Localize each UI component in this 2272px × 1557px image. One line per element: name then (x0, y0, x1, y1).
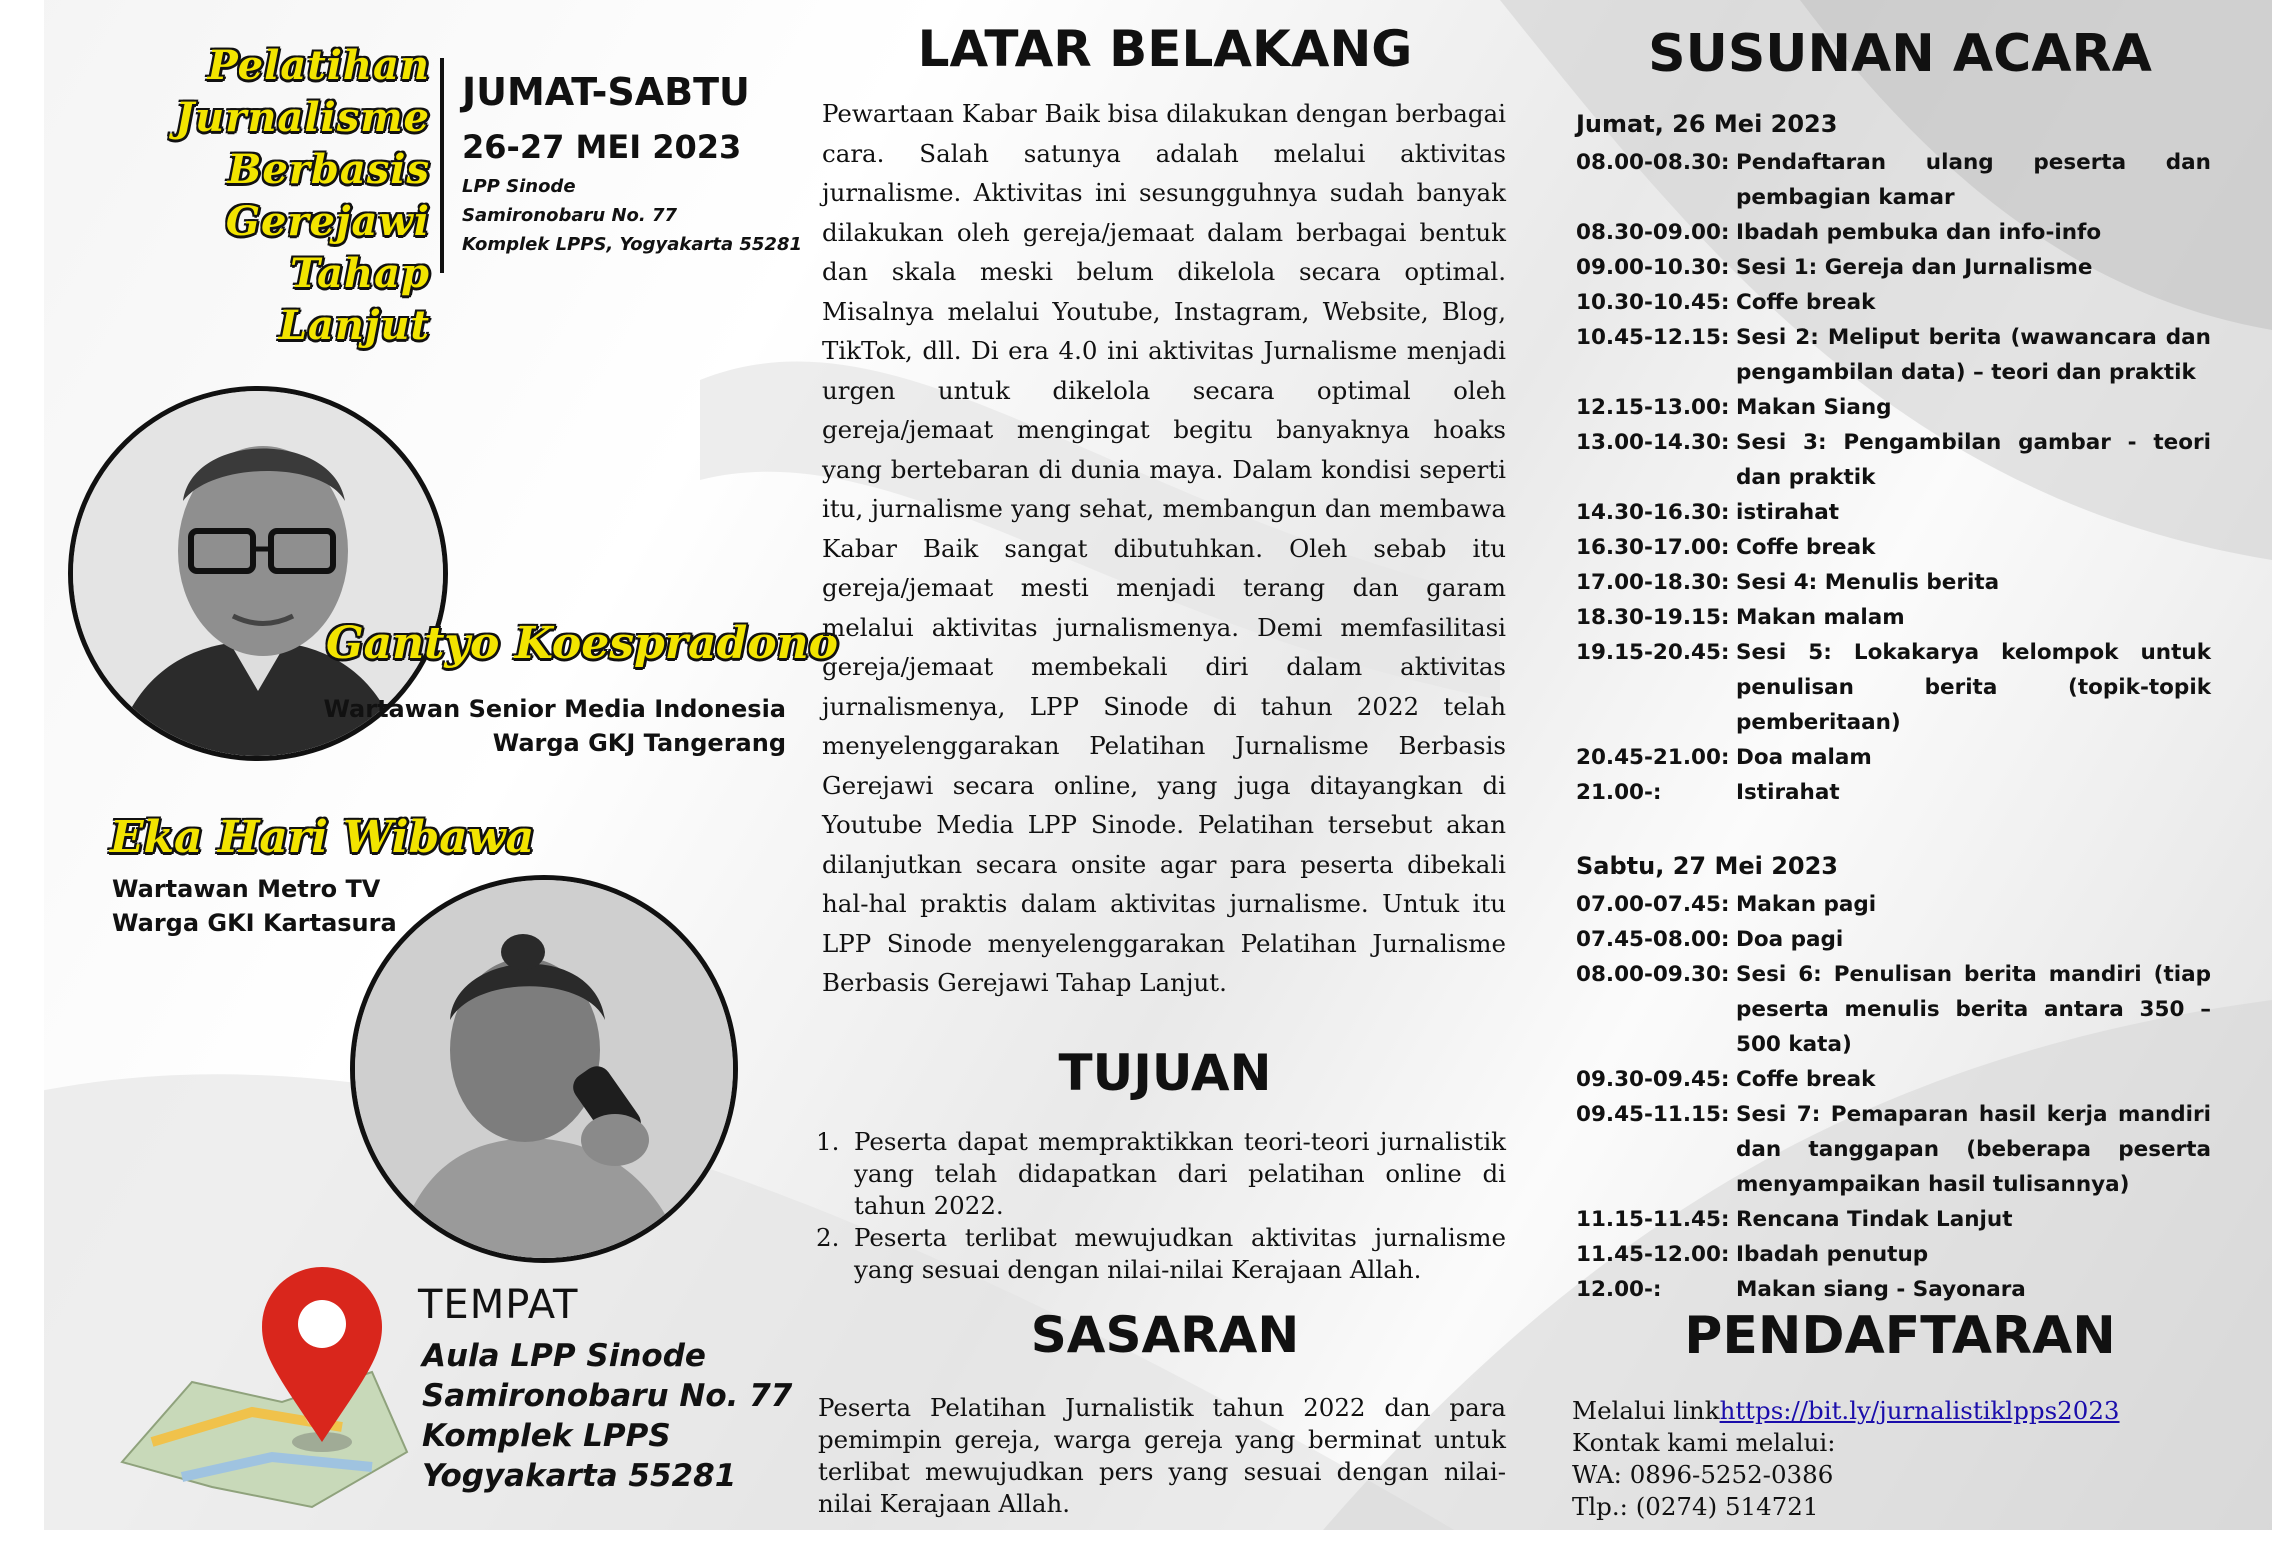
schedule-desc: Istirahat (1736, 780, 1840, 805)
speaker-role-line: Warga GKJ Tangerang (492, 729, 786, 757)
venue-address-line: Aula LPP Sinode (422, 1338, 706, 1374)
table-row (1576, 530, 2211, 565)
schedule-desc: Rencana Tindak Lanjut (1736, 1207, 2013, 1232)
schedule-desc: Coffe break (1736, 535, 1876, 560)
venue-address-line: Yogyakarta 55281 (422, 1458, 737, 1494)
schedule-time: 08.30-09.00: (1576, 220, 1730, 245)
table-row (1576, 600, 2211, 635)
schedule-desc: Makan siang - Sayonara (1736, 1277, 2026, 1302)
event-title-line: Berbasis Gerejawi (225, 146, 430, 245)
schedule-time: 08.00-09.30: (1576, 962, 1730, 987)
list-item (816, 1222, 1506, 1286)
speaker-role-line: Warga GKI Kartasura (112, 909, 397, 937)
contact-phone: Tlp.: (0274) 514721 (1572, 1492, 1819, 1521)
schedule-time: 09.45-11.15: (1576, 1102, 1730, 1127)
schedule-time: 16.30-17.00: (1576, 535, 1730, 560)
table-row (1576, 922, 2211, 957)
table-row (1576, 1097, 2211, 1202)
event-address-line: Samironobaru No. 77 (462, 205, 678, 226)
schedule-desc: istirahat (1736, 500, 1840, 525)
event-address-line: LPP Sinode (462, 176, 576, 197)
goal-number: 1. (816, 1127, 840, 1156)
registration-info (1572, 1395, 2120, 1523)
schedule-day-1-label: Jumat, 26 Mei 2023 (1576, 110, 1838, 138)
schedule-desc: Sesi 2: Meliput berita (wawancara dan pengambilan data) – teori dan praktik (1736, 325, 2211, 385)
registration-link-prefix: Melalui link (1572, 1396, 1720, 1425)
target-text: Peserta Pelatihan Jurnalistik tahun 2022 dan para pemimpin gereja, warga gereja yang berminat untuk terlibat mewujudkan pers yang sesuai dengan nilai-nilai Kerajaan Allah. (818, 1393, 1506, 1518)
table-row (1576, 390, 2211, 425)
speaker-photo-2 (350, 875, 738, 1263)
schedule-day-2 (1576, 887, 2211, 1307)
schedule-time: 08.00-08.30: (1576, 150, 1730, 175)
event-title-line: Tahap Lanjut (278, 250, 430, 349)
table-row (1576, 957, 2211, 1062)
map-pin-icon (112, 1262, 412, 1512)
event-date-range: 26-27 MEI 2023 (462, 128, 742, 166)
schedule-desc: Sesi 3: Pengambilan gambar - teori dan praktik (1736, 430, 2211, 490)
schedule-day-2-label: Sabtu, 27 Mei 2023 (1576, 852, 1838, 880)
table-row (1576, 775, 2211, 810)
schedule-time: 09.00-10.30: (1576, 255, 1730, 280)
venue-address-line: Samironobaru No. 77 (422, 1378, 793, 1414)
table-row (1576, 425, 2211, 495)
schedule-desc: Makan pagi (1736, 892, 1877, 917)
speaker-role-1 (0, 692, 786, 760)
table-row (1576, 495, 2211, 530)
schedule-time: 19.15-20.45: (1576, 640, 1730, 665)
schedule-time: 10.45-12.15: (1576, 325, 1730, 350)
table-row (1576, 250, 2211, 285)
schedule-desc: Doa pagi (1736, 927, 1844, 952)
schedule-time: 11.15-11.45: (1576, 1207, 1730, 1232)
goal-number: 2. (816, 1223, 840, 1252)
table-row (1576, 1237, 2211, 1272)
speaker-name-2: Eka Hari Wibawa (110, 812, 535, 863)
registration-link[interactable]: https://bit.ly/jurnalistiklpps2023 (1719, 1396, 2120, 1425)
table-row (1576, 565, 2211, 600)
table-row (1576, 145, 2211, 215)
speaker-role-2 (112, 872, 397, 940)
schedule-desc: Ibadah pembuka dan info-info (1736, 220, 2102, 245)
schedule-time: 07.45-08.00: (1576, 927, 1730, 952)
schedule-desc: Ibadah penutup (1736, 1242, 1929, 1267)
event-address (462, 172, 802, 259)
schedule-desc: Makan Siang (1736, 395, 1892, 420)
event-title-line: Pelatihan (207, 42, 430, 89)
schedule-time: 14.30-16.30: (1576, 500, 1730, 525)
table-row (1576, 887, 2211, 922)
table-row (1576, 635, 2211, 740)
table-row (1576, 320, 2211, 390)
goals-heading: TUJUAN (1058, 1044, 1272, 1102)
schedule-heading: SUSUNAN ACARA (1648, 24, 2152, 84)
schedule-desc: Sesi 4: Menulis berita (1736, 570, 2000, 595)
contact-label: Kontak kami melalui: (1572, 1428, 1836, 1457)
schedule-desc: Makan malam (1736, 605, 1905, 630)
speaker-portrait-2 (355, 880, 733, 1258)
goals-list (816, 1126, 1506, 1286)
schedule-time: 13.00-14.30: (1576, 430, 1730, 455)
schedule-time: 12.15-13.00: (1576, 395, 1730, 420)
schedule-desc: Sesi 7: Pemaparan hasil kerja mandiri dan tanggapan (beberapa peserta menyampaikan hasil tulisannya) (1736, 1102, 2211, 1197)
contact-wa: WA: 0896-5252-0386 (1572, 1460, 1834, 1489)
schedule-desc: Pendaftaran ulang peserta dan pembagian kamar (1736, 150, 2211, 210)
speaker-role-line: Wartawan Senior Media Indonesia (323, 695, 786, 723)
table-row (1576, 1272, 2211, 1307)
schedule-time: 12.00-: (1576, 1277, 1662, 1302)
event-title-line: Jurnalisme (175, 94, 430, 141)
list-item (816, 1126, 1506, 1222)
schedule-desc: Doa malam (1736, 745, 1872, 770)
table-row (1576, 740, 2211, 775)
event-address-line: Komplek LPPS, Yogyakarta 55281 (462, 234, 802, 255)
venue-address-line: Komplek LPPS (422, 1418, 671, 1454)
table-row (1576, 215, 2211, 250)
schedule-desc: Sesi 5: Lokakarya kelompok untuk penulisan berita (topik-topik pemberitaan) (1736, 640, 2211, 735)
schedule-desc: Sesi 1: Gereja dan Jurnalisme (1736, 255, 2093, 280)
schedule-day-1 (1576, 145, 2211, 810)
schedule-time: 17.00-18.30: (1576, 570, 1730, 595)
table-row (1576, 1062, 2211, 1097)
venue-title: TEMPAT (418, 1282, 579, 1328)
speaker-name-1: Gantyo Koespradono (326, 618, 838, 669)
speaker-role-line: Wartawan Metro TV (112, 875, 381, 903)
table-row (1576, 1202, 2211, 1237)
registration-heading: PENDAFTARAN (1684, 1306, 2116, 1366)
schedule-time: 20.45-21.00: (1576, 745, 1730, 770)
schedule-desc: Coffe break (1736, 290, 1876, 315)
schedule-time: 11.45-12.00: (1576, 1242, 1730, 1267)
target-heading: SASARAN (1030, 1306, 1300, 1364)
schedule-time: 18.30-19.15: (1576, 605, 1730, 630)
schedule-time: 10.30-10.45: (1576, 290, 1730, 315)
schedule-time: 09.30-09.45: (1576, 1067, 1730, 1092)
event-title (150, 40, 430, 352)
background-heading: LATAR BELAKANG (917, 20, 1413, 78)
table-row (1576, 285, 2211, 320)
registration-link-line (1572, 1395, 2120, 1427)
goal-text: Peserta terlibat mewujudkan aktivitas jurnalisme yang sesuai dengan nilai-nilai Kerajaan Allah. (854, 1223, 1506, 1284)
venue-address (422, 1336, 792, 1496)
schedule-time: 07.00-07.45: (1576, 892, 1730, 917)
goal-text: Peserta dapat mempraktikkan teori-teori jurnalistik yang telah didapatkan dari pelatihan online di tahun 2022. (854, 1127, 1506, 1220)
background-text: Pewartaan Kabar Baik bisa dilakukan dengan berbagai cara. Salah satunya adalah melalui aktivitas jurnalisme. Aktivitas ini sesungguhnya sudah banyak dilakukan oleh gereja/jemaat dalam berbagai bentuk dan skala meski belum dikelola secara optimal. Misalnya melalui Youtube, Instagram, Website, Blog, TikTok, dll. Di era 4.0 ini aktivitas Jurnalisme menjadi urgen untuk dikelola secara optimal oleh gereja/jemaat mengingat begitu banyaknya hoaks yang bertebaran di dunia maya. Dalam kondisi seperti itu, jurnalisme yang sehat, membangun dan membawa Kabar Baik sangat dibutuhkan. Oleh sebab itu gereja/jemaat mesti menjadi terang dan garam melalui aktivitas jurnalismenya. Demi memfasilitasi gereja/jemaat membekali diri dalam aktivitas jurnalismenya, LPP Sinode di tahun 2022 telah menyelenggarakan Pelatihan Jurnalisme Berbasis Gerejawi secara online, yang juga ditayangkan di Youtube Media LPP Sinode. Pelatihan tersebut akan dilanjutkan secara onsite agar para peserta dibekali hal-hal praktis dalam aktivitas jurnalisme. Untuk itu LPP Sinode menyelenggarakan Pelatihan Jurnalisme Berbasis Gerejawi Tahap Lanjut. (822, 99, 1506, 997)
schedule-desc: Coffe break (1736, 1067, 1876, 1092)
title-divider (440, 58, 444, 273)
event-days: JUMAT-SABTU (462, 70, 750, 114)
schedule-desc: Sesi 6: Penulisan berita mandiri (tiap peserta menulis berita antara 350 – 500 kata) (1736, 962, 2211, 1057)
schedule-time: 21.00-: (1576, 780, 1662, 805)
